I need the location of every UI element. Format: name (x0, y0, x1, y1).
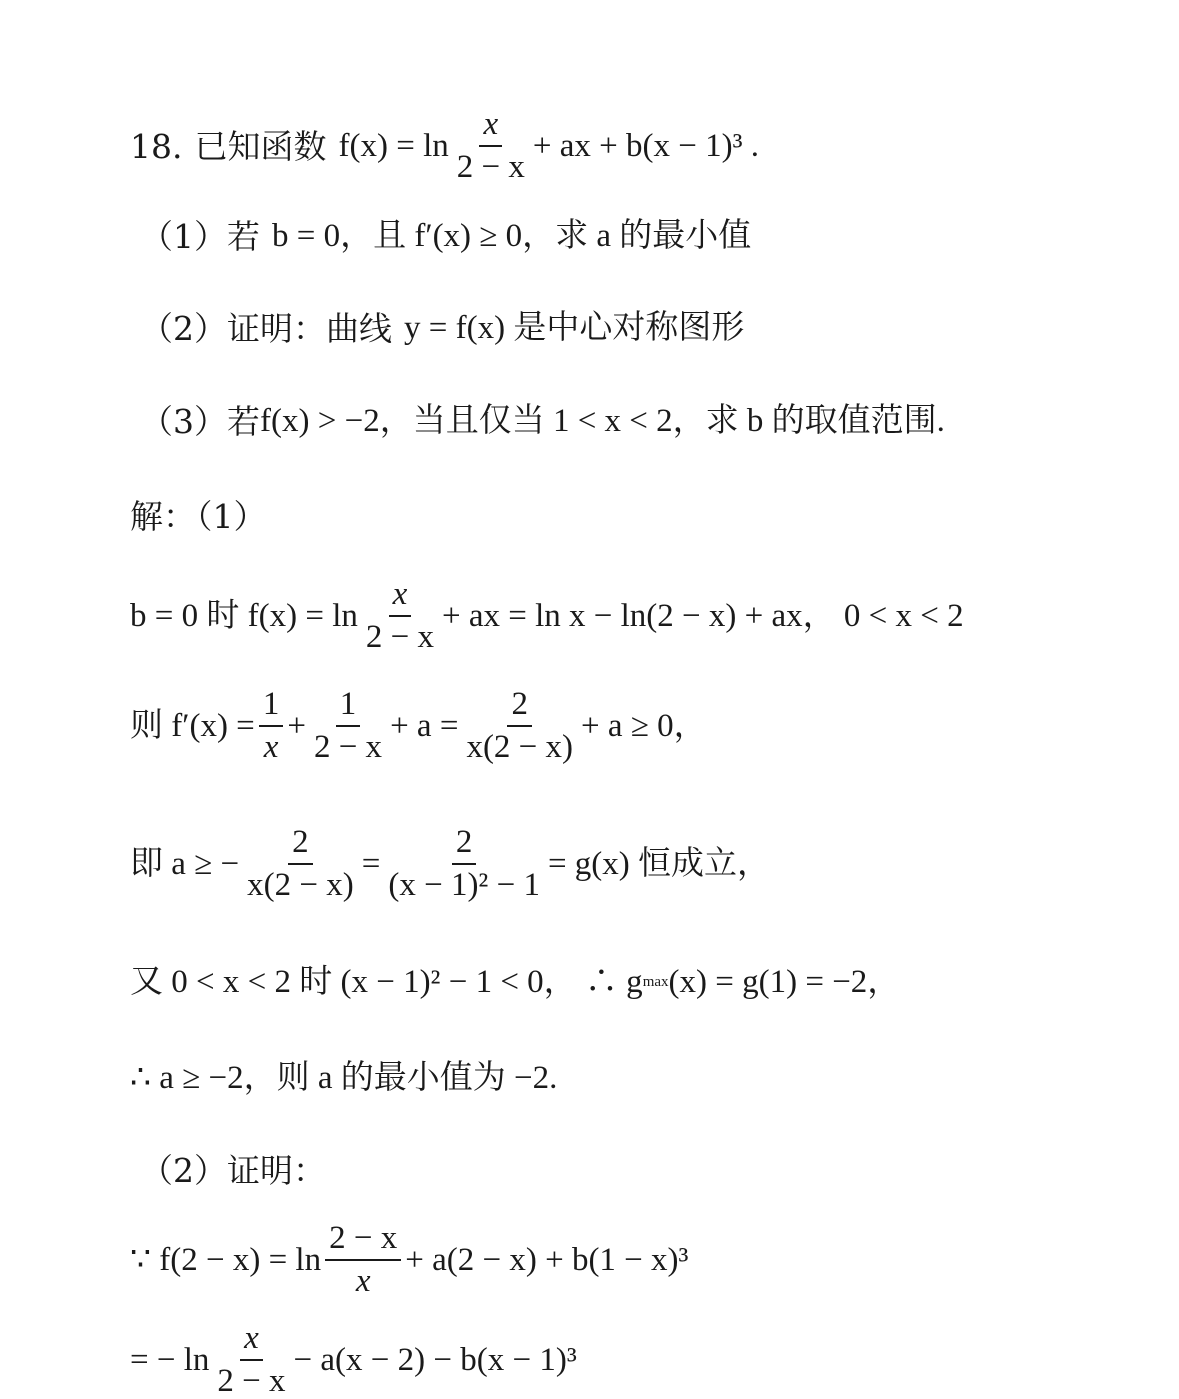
line2-prefix: 则 f′(x) = (130, 707, 255, 744)
fraction-denominator: 2 − x (217, 1363, 286, 1399)
fraction-numerator: 2 (507, 688, 532, 727)
part1-label: （1）若 (140, 217, 260, 256)
line3-prefix: 即 a ≥ − (130, 845, 240, 882)
solution-part2-heading (140, 1151, 326, 1190)
fraction-numerator: 2 (288, 826, 313, 865)
line4-subscript: max (642, 974, 669, 990)
line1-suffix: + ax = ln x − ln(2 − x) + ax， 0 < x < 2 (441, 597, 964, 634)
part1-text: b = 0，且 f′(x) ≥ 0，求 a 的最小值 (272, 218, 752, 254)
part2-line (140, 309, 745, 348)
line3-fraction-2 (384, 826, 544, 902)
line2-fraction-3 (462, 688, 577, 764)
function-rhs: + ax + b(x − 1)³ . (532, 127, 759, 164)
fraction-denominator: (x − 1)² − 1 (388, 867, 540, 903)
line1-fraction (362, 578, 438, 654)
fraction-numerator: x (240, 1322, 263, 1361)
solution-line-3 (130, 826, 770, 902)
line5-text: ∴ a ≥ −2，则 a 的最小值为 −2. (130, 1060, 558, 1096)
line2-mid: + a = (390, 707, 459, 744)
solution-heading (130, 497, 267, 536)
line4-rest: (x) = g(1) = −2， (668, 964, 901, 1000)
problem-intro: 已知函数 (194, 126, 327, 166)
fraction-numerator: 2 (452, 826, 477, 865)
line2-plus: + (287, 707, 306, 744)
fraction-denominator: 2 − x (313, 729, 383, 765)
line2-fraction-2 (310, 688, 386, 764)
line4-text: 又 0 < x < 2 时 (x − 1)² − 1 < 0， ∴ g (130, 964, 643, 1000)
function-fraction (453, 108, 529, 184)
solution-line-1 (130, 578, 964, 654)
function-lhs: f(x) = ln (338, 127, 449, 164)
part2-label: （2）证明：曲线 (140, 309, 392, 348)
part1-line (140, 217, 752, 256)
line7-fraction (213, 1322, 289, 1398)
line7-suffix: − a(x − 2) − b(x − 1)³ (293, 1341, 577, 1378)
solution-line-4 (130, 966, 900, 999)
line6-prefix: ∵ f(2 − x) = ln (130, 1241, 322, 1278)
line6-suffix: + a(2 − x) + b(1 − x)³ (405, 1241, 689, 1278)
fraction-denominator: x (355, 1263, 371, 1299)
solution-line-6 (130, 1222, 688, 1298)
fraction-numerator: 1 (336, 688, 361, 727)
fraction-denominator: x(2 − x) (247, 867, 354, 903)
line3-suffix: = g(x) 恒成立， (547, 845, 771, 882)
solution-line-7 (130, 1322, 577, 1398)
fraction-numerator: 1 (259, 688, 284, 727)
line2-suffix: + a ≥ 0， (581, 707, 707, 744)
problem-number: 18. (130, 126, 183, 166)
problem-title-line (130, 108, 759, 184)
part3-label: （3）若 (140, 402, 260, 441)
line7-prefix: = − ln (130, 1341, 210, 1378)
fraction-denominator: 2 − x (365, 619, 434, 655)
line2-fraction-1 (259, 688, 284, 764)
fraction-numerator: x (389, 578, 412, 617)
solution-heading-text: 解：（1） (130, 497, 267, 536)
fraction-numerator: x (479, 108, 502, 147)
part2-text: y = f(x) 是中心对称图形 (404, 310, 745, 346)
line6-fraction (325, 1222, 401, 1298)
line1-prefix: b = 0 时 f(x) = ln (130, 597, 358, 634)
part3-line (140, 402, 945, 441)
fraction-numerator: 2 − x (325, 1222, 401, 1261)
line3-fraction-1 (243, 826, 358, 902)
solution-line-5 (130, 1062, 557, 1095)
solution-line-2 (130, 688, 707, 764)
fraction-denominator: x (263, 729, 279, 765)
line3-eq: = (361, 845, 381, 882)
fraction-denominator: x(2 − x) (466, 729, 574, 765)
fraction-denominator: 2 − x (456, 149, 525, 185)
part3-text: f(x) > −2，当且仅当 1 < x < 2，求 b 的取值范围. (260, 403, 945, 439)
part2-heading-text: （2）证明： (140, 1151, 326, 1190)
